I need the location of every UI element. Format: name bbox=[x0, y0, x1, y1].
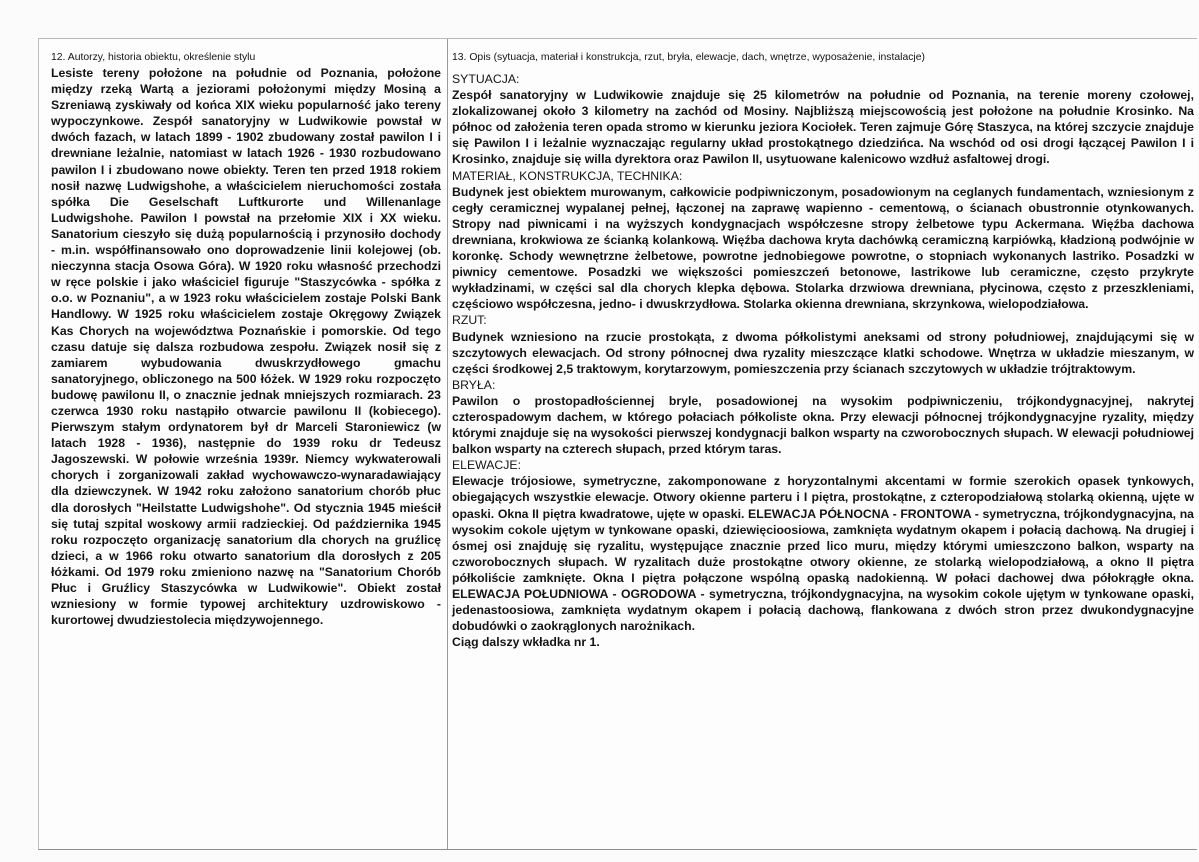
section-heading-material: MATERIAŁ, KONSTRUKCJA, TECHNIKA: bbox=[452, 168, 683, 183]
history-field-label: 12. Autorzy, historia obiektu, określenie stylu bbox=[51, 52, 256, 63]
description-column bbox=[447, 39, 1197, 849]
section-heading-rzut: RZUT: bbox=[452, 313, 487, 328]
section-heading-bryla: BRYŁA: bbox=[452, 377, 496, 392]
section-heading-sytuacja: SYTUACJA: bbox=[452, 72, 520, 86]
description-field-label: 13. Opis (sytuacja, materiał i konstrukcja, rzut, bryła, elewacje, dach, wnętrze, wyposażenie, instalacje) bbox=[452, 52, 925, 63]
section-text-material: Budynek jest obiektem murowanym, całkowicie podpiwniczonym, posadowionym na ceglanych fundamentach, wzniesionym z cegły ceramicznej wypalanej pełnej, łączonej na zaprawę wapienno - cementową, o ścianach obustronnie otynkowanych. Stropy nad piwnicami i na wyższych kondygnacjach współczesne stropy żelbetowe typu Ackermana. Więźba dachowa drewniana, krokwiowa ze ścianką kolankową. Więźba dachowa kryta dachówką ceramiczną karpiówką, kładzioną podwójnie w koronkę. Schody wewnętrzne żelbetowe, powrotne jednobiegowe powrotne, o stopniach wykonanych lastriko. Posadzki w piwnicy cementowe. Posadzki we większości pomieszczeń betonowe, lastrikowe lub ceramiczne, często przykryte wykładzinami, w części sal dla chorych klepka dębowa. Stolarka drzwiowa drewniana, płycinowa, często z przeszkleniami, częściowo współczesna, jedno- i dwuskrzydłowa. Stolarka okienna drewniana, skrzynkowa, wielopodziałowa. bbox=[452, 184, 1194, 312]
section-text-elewacje: Elewacje trójosiowe, symetryczne, zakomponowane z horyzontalnymi akcentami w formie szerokich opasek tynkowych, obiegających wszystkie elewacje. Otwory okienne parteru i I piętra, prostokątne, z czteropodziałową stolarką okienną, ujęte w opaski. Okna II piętra kwadratowe, ujęte w opaski. ELEWACJA PÓŁNOCNA - FRONTOWA - symetryczna, trójkondygnacyjna, na wysokim cokole ujętym w tynkowane opaski, dziewięcioosiowa, zamknięta wydatnym okapem i połacią dachową. Na drugiej i ósmej osi znajduję się ryzalitu, występujące znacznie przed lico muru, między którymi umieszczono balkon, wsparty na czworobocznych słupach. W ryzalitach duże prostokątne otwory okienne, ze stolarką wielopodziałową, a okno II piętra półkoliście zamknięte. Okna I piętra połączone wspólną opaską nadokienną. W połaci dachowej dwa półokrągłe okna. ELEWACJA POŁUDNIOWA - OGRODOWA - symetryczna, trójkondygnacyjna, na wysokim cokole ujętym w tynkowane opaski, jedenastoosiowa, zamknięta wydatnym okapem i połacią dachową, flankowana z dwóch stron przez dwukondygnacyjne dobudówki o zaokrąglonych narożnikach. bbox=[452, 474, 1194, 634]
continuation-note: Ciąg dalszy wkładka nr 1. bbox=[452, 635, 600, 650]
section-text-bryla: Pawilon o prostopadłościennej bryle, posadowionej na wysokim podpiwniczeniu, trójkondygnacyjnej, nakrytej czterospadowym dachem, w którego połaciach półkoliste okna. Przy elewacji północnej trójkondygnacyjne ryzality, między którymi znajduje się na wysokości pierwszej kondygnacji balkon wsparty na czworobocznych słupach. W elewacji południowej balkon wsparty na czterech słupach, przed którym taras. bbox=[452, 393, 1194, 457]
section-heading-elewacje: ELEWACJE: bbox=[452, 458, 521, 473]
history-column bbox=[39, 39, 447, 849]
document-sheet bbox=[38, 38, 1197, 850]
history-text: Lesiste tereny położone na południe od Poznania, położone między rzeką Wartą a jeziorami położonymi między Mosiną a Szreniawą zyskiwały od końca XIX wieku popularność jako tereny wypoczynkowe. Zespół sanatoryjny w Ludwikowie powstał w dwóch fazach, w latach 1899 - 1902 zbudowany został pawilon I i drewniane leżalnie, natomiast w latach 1926 - 1930 rozbudowano pawilon I i zbudowano nowe obiekty. Teren ten przed 1918 rokiem nosił nazwę Ludwigshohe, a właścicielem nieruchomości została spółka Die Geselschaft Luftkurorte und Willenanlage Ludwigshohe. Pawilon I powstał na przełomie XIX i XX wieku. Sanatorium cieszyło się dużą popularnością i przynosiło dochody - m.in. współfinansowało ono doprowadzenie linii kolejowej (ob. nieczynna stacja Osowa Góra). W 1920 roku własność przechodzi w ręce polskie i jako właściciel figuruje "Staszycówka - spółka z o.o. w Poznaniu", a w 1923 roku właścicielem zostaje Polski Bank Handlowy. W 1925 roku właścicielem zostaje Okręgowy Związek Kas Chorych na województwa Poznańskie i pomorskie. Od tego czasu datuje się dalsza rozbudowa zespołu. Związek nosił się z zamiarem wybudowania dwuskrzydłowego gmachu sanatoryjnego, obliczonego na 500 łóżek. W 1929 roku rozpoczęto budowę pawilonu II, o znacznie jednak mniejszych rozmiarach. 23 czerwca 1930 roku nastąpiło otwarcie pawilonu II (kobiecego). Pierwszym stałym ordynatorem był dr Marceli Staroniewicz (w latach 1928 - 1936), następnie do 1939 roku dr Tedeusz Jagoszewski. W połowie września 1939r. Niemcy wykwaterowali chorych i zorganizowali zakład wychowawczo-wynaradawiający dla dziewczynek. W 1942 roku założono sanatorium chorób płuc dla dorosłych "Heilstatte Ludwigshohe". Od stycznia 1945 mieścił się tutaj szpital woskowy armii radzieckiej. Od października 1945 roku rozpoczęto organizację sanatorium dla chorych na gruźlicę dzieci, a w 1966 roku otwarto sanatorium dla dorosłych z 205 łóżkami. Od 1979 roku zmieniono nazwę na "Sanatorium Chorób Płuc i Gruźlicy Staszycówka w Ludwikowie". Obiekt został wzniesiony w formie typowej architektury uzdrowiskowo - kurortowej dwudziestolecia międzywojennego. bbox=[51, 66, 441, 628]
section-text-sytuacja: Zespół sanatoryjny w Ludwikowie znajduje się 25 kilometrów na południe od Poznania, na terenie moreny czołowej, zlokalizowanej około 3 kilometry na zachód od Mosiny. Najbliższą miejscowością jest położone na południe Krosinko. Na północ od założenia teren opada stromo w kierunku jeziora Kociołek. Teren zajmuje Górę Staszyca, na której szczycie znajduje się Pawilon I i leżalnie wyznaczając regularny układ prostokątnego dziedzińca. Na wschód od osi drogi łączącej Pawilon I i Krosinko, znajduje się willa dyrektora oraz Pawilon II, usytuowane kalenicowo wzdłuż asfaltowej drogi. bbox=[452, 88, 1194, 167]
section-text-rzut: Budynek wzniesiono na rzucie prostokąta, z dwoma półkolistymi aneksami od strony południowej, znajdującymi się w szczytowych elewacjach. Od strony północnej dwa ryzality mieszczące klatki schodowe. Wnętrza w układzie mieszanym, w części środkowej 2,5 traktowym, korytarzowym, pomieszczenia przy ścianach szczytowych w układzie trójtraktowym. bbox=[452, 329, 1194, 376]
